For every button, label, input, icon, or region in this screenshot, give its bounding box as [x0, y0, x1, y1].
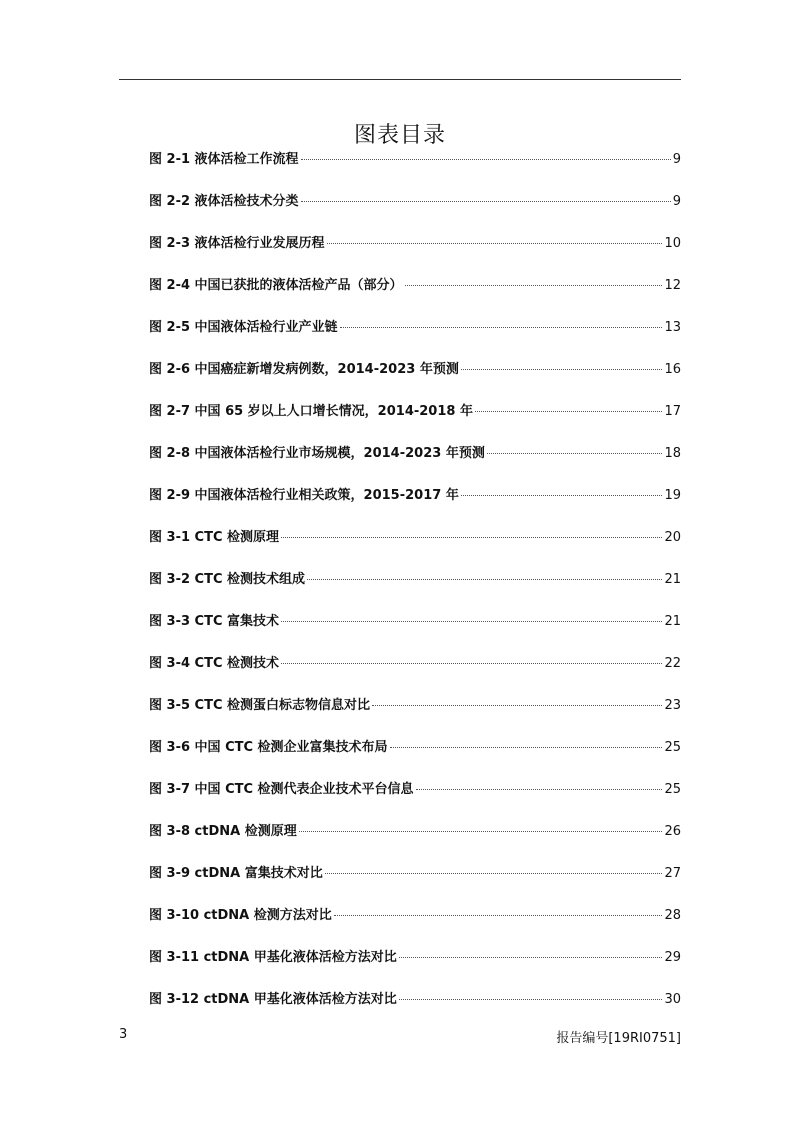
toc-entry[interactable]	[149, 610, 681, 652]
toc-entry-label: 图 3-8 ctDNA 检测原理	[149, 824, 297, 839]
toc-entry-label: 图 3-3 CTC 富集技术	[149, 614, 280, 629]
toc-entry-label: 图 2-8 中国液体活检行业市场规模，2014-2023 年预测	[149, 446, 485, 461]
toc-entry-page: 12	[664, 278, 681, 293]
report-id: 报告编号[19RI0751]	[556, 1031, 681, 1046]
toc-entry[interactable]	[149, 148, 681, 190]
dot-leader	[301, 201, 671, 202]
toc-entry-page: 25	[664, 740, 681, 755]
toc-entry[interactable]	[149, 232, 681, 274]
figure-list	[149, 148, 681, 1030]
toc-entry[interactable]	[149, 190, 681, 232]
dot-leader	[281, 537, 662, 538]
toc-entry-label: 图 2-4 中国已获批的液体活检产品（部分）	[149, 278, 403, 293]
toc-entry-page: 28	[664, 908, 681, 923]
toc-entry-label: 图 2-6 中国癌症新增发病例数，2014-2023 年预测	[149, 362, 459, 377]
toc-entry-label: 图 2-1 液体活检工作流程	[149, 152, 299, 167]
dot-leader	[307, 579, 662, 580]
toc-entry-label: 图 3-9 ctDNA 富集技术对比	[149, 866, 323, 881]
dot-leader	[390, 747, 663, 748]
toc-entry-label: 图 3-4 CTC 检测技术	[149, 656, 280, 671]
toc-entry[interactable]	[149, 946, 681, 988]
toc-entry-label: 图 3-1 CTC 检测原理	[149, 530, 280, 545]
dot-leader	[281, 663, 662, 664]
dot-leader	[461, 369, 663, 370]
dot-leader	[325, 873, 663, 874]
toc-entry-label: 图 2-5 中国液体活检行业产业链	[149, 320, 338, 335]
dot-leader	[340, 327, 663, 328]
toc-entry-page: 16	[664, 362, 681, 377]
dot-leader	[416, 789, 663, 790]
toc-entry-page: 26	[664, 824, 681, 839]
dot-leader	[461, 495, 663, 496]
toc-entry-label: 图 2-2 液体活检技术分类	[149, 194, 299, 209]
toc-entry-page: 21	[664, 614, 681, 629]
toc-entry-page: 27	[664, 866, 681, 881]
dot-leader	[399, 999, 663, 1000]
toc-entry[interactable]	[149, 778, 681, 820]
toc-entry-page: 25	[664, 782, 681, 797]
dot-leader	[372, 705, 662, 706]
toc-entry-page: 10	[664, 236, 681, 251]
toc-entry[interactable]	[149, 694, 681, 736]
toc-entry-page: 29	[664, 950, 681, 965]
dot-leader	[475, 411, 662, 412]
toc-entry-page: 20	[664, 530, 681, 545]
dot-leader	[334, 915, 663, 916]
toc-entry-label: 图 3-2 CTC 检测技术组成	[149, 572, 306, 587]
toc-entry[interactable]	[149, 316, 681, 358]
toc-entry-label: 图 3-6 中国 CTC 检测企业富集技术布局	[149, 740, 388, 755]
toc-entry-page: 30	[664, 992, 681, 1007]
toc-entry[interactable]	[149, 526, 681, 568]
toc-entry[interactable]	[149, 484, 681, 526]
toc-entry[interactable]	[149, 358, 681, 400]
dot-leader	[405, 285, 663, 286]
toc-entry-page: 18	[664, 446, 681, 461]
dot-leader	[301, 159, 671, 160]
dot-leader	[281, 621, 662, 622]
toc-entry-label: 图 3-11 ctDNA 甲基化液体活检方法对比	[149, 950, 397, 965]
header-rule	[119, 79, 681, 80]
toc-entry[interactable]	[149, 442, 681, 484]
toc-entry-page: 23	[664, 698, 681, 713]
dot-leader	[327, 243, 663, 244]
toc-entry-page: 17	[664, 404, 681, 419]
toc-entry[interactable]	[149, 820, 681, 862]
dot-leader	[487, 453, 663, 454]
toc-entry[interactable]	[149, 904, 681, 946]
toc-entry-label: 图 3-10 ctDNA 检测方法对比	[149, 908, 332, 923]
toc-entry[interactable]	[149, 988, 681, 1030]
toc-entry-page: 21	[664, 572, 681, 587]
toc-entry[interactable]	[149, 736, 681, 778]
toc-entry-page: 9	[672, 152, 681, 167]
toc-entry[interactable]	[149, 862, 681, 904]
toc-entry-label: 图 3-5 CTC 检测蛋白标志物信息对比	[149, 698, 371, 713]
toc-entry-page: 22	[664, 656, 681, 671]
toc-entry[interactable]	[149, 568, 681, 610]
toc-entry-label: 图 3-7 中国 CTC 检测代表企业技术平台信息	[149, 782, 414, 797]
toc-entry-label: 图 2-3 液体活检行业发展历程	[149, 236, 325, 251]
toc-entry[interactable]	[149, 652, 681, 694]
dot-leader	[299, 831, 663, 832]
toc-entry[interactable]	[149, 274, 681, 316]
page-number: 3	[119, 1027, 128, 1042]
toc-entry-label: 图 3-12 ctDNA 甲基化液体活检方法对比	[149, 992, 397, 1007]
toc-entry-label: 图 2-9 中国液体活检行业相关政策，2015-2017 年	[149, 488, 459, 503]
toc-entry[interactable]	[149, 400, 681, 442]
toc-entry-page: 19	[664, 488, 681, 503]
toc-entry-page: 9	[672, 194, 681, 209]
toc-entry-label: 图 2-7 中国 65 岁以上人口增长情况，2014-2018 年	[149, 404, 473, 419]
dot-leader	[399, 957, 663, 958]
page-title: 图表目录	[353, 122, 446, 148]
toc-entry-page: 13	[664, 320, 681, 335]
